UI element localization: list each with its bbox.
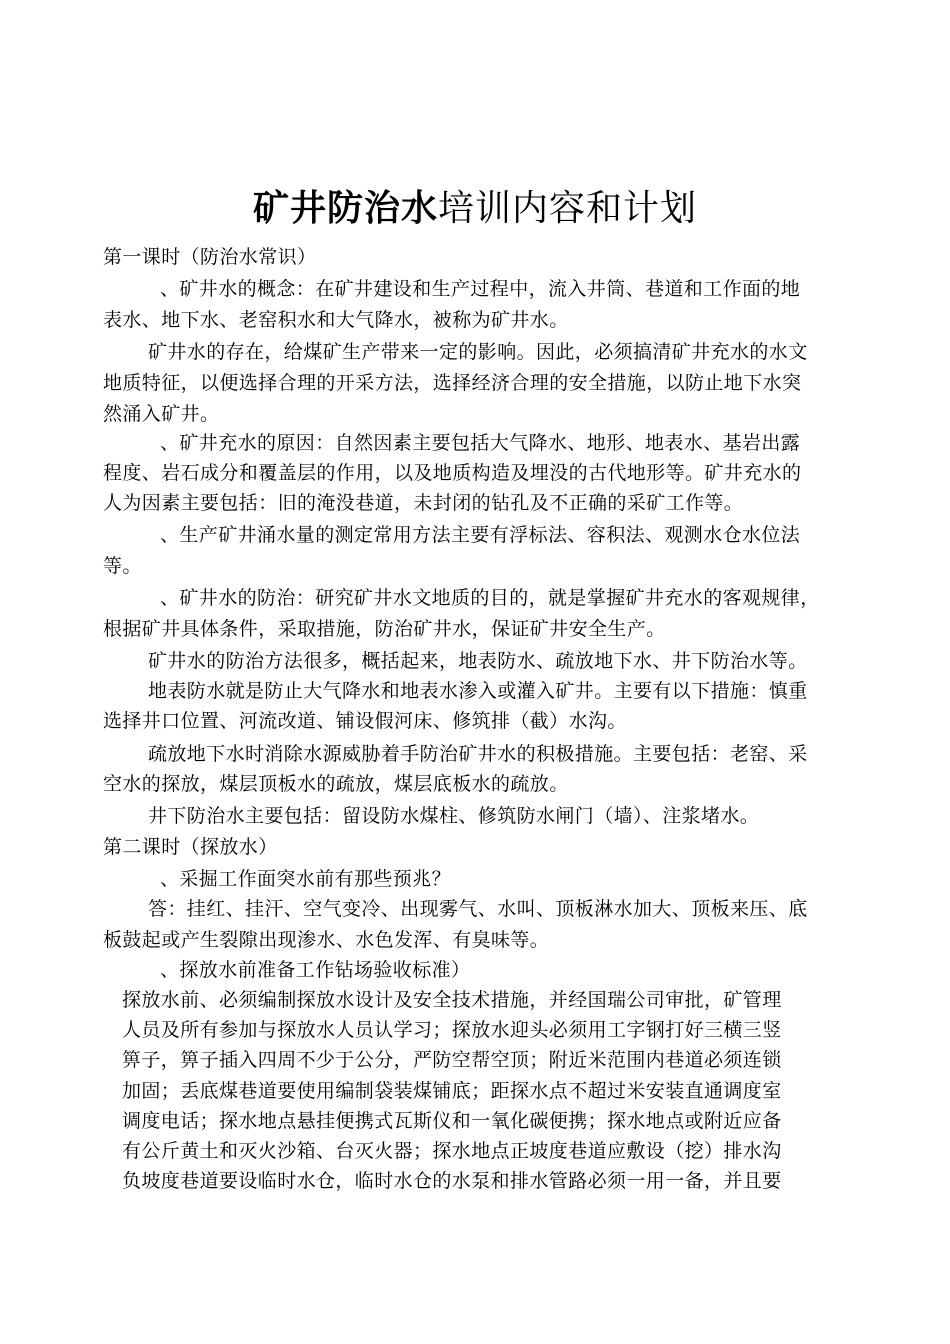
paragraph-line: 加固；丢底煤巷道要使用编制袋装煤铺底；距探水点不超过米安装直通调度室 [122,1080,782,1102]
paragraph-line: 、生产矿井涌水量的测定常用方法主要有浮标法、容积法、观测水仓水位法 [160,524,801,546]
paragraph-line: 探放水前、必须编制探放水设计及安全技术措施，并经国瑞公司审批，矿管理 [122,989,782,1011]
paragraph-line: 、探放水前准备工作钻场验收标准） [160,959,471,981]
paragraph-line: 矿井水的防治方法很多，概括起来，地表防水、疏放地下水、井下防治水等。 [148,650,808,672]
paragraph-line: 负坡度巷道要设临时水仓，临时水仓的水泵和排水管路必须一用一备，并且要 [122,1170,782,1192]
section-heading-1: 第一课时（防治水常识） [103,246,317,268]
paragraph-line: 人员及所有参加与探放水人员认学习；探放水迎头必须用工字钢打好三横三竖 [122,1019,782,1041]
paragraph-line: 有公斤黄土和灭火沙箱、台灭火器；探水地点正坡度巷道应敷设（挖）排水沟 [122,1140,782,1162]
paragraph-line: 井下防治水主要包括：留设防水煤柱、修筑防水闸门（墙）、注浆堵水。 [148,805,760,827]
section-heading-2: 第二课时（探放水） [103,836,278,858]
paragraph-line: 、矿井水的防治：研究矿井水文地质的目的，就是掌握矿井充水的客观规律， [160,587,820,609]
paragraph-line: 程度、岩石成分和覆盖层的作用，以及地质构造及埋没的古代地形等。矿井充水的 [103,462,802,484]
paragraph-line: 等。 [103,555,142,577]
paragraph-line: 、采掘工作面突水前有那些预兆？ [160,868,452,890]
document-title [0,186,950,232]
paragraph-line: 地质特征，以便选择合理的开采方法，选择经济合理的安全措施，以防止地下水突 [103,372,802,394]
paragraph-line: 空水的探放，煤层顶板水的疏放，煤层底板水的疏放。 [103,773,569,795]
paragraph-line: 调度电话；探水地点悬挂便携式瓦斯仪和一氧化碳便携；探水地点或附近应备 [122,1110,782,1132]
paragraph-line: 矿井水的存在，给煤矿生产带来一定的影响。因此，必须搞清矿井充水的水文 [148,341,808,363]
paragraph-line: 答：挂红、挂汗、空气变冷、出现雾气、水叫、顶板淋水加大、顶板来压、底 [148,898,808,920]
paragraph-line: 根据矿井具体条件，采取措施，防治矿井水，保证矿井安全生产。 [103,618,666,640]
title-rest-part: 培训内容和计划 [438,188,698,229]
paragraph-line: 箅子，箅子插入四周不少于公分，严防空帮空顶；附近米范围内巷道必须连锁 [122,1049,782,1071]
paragraph-line: 选择井口位置、河流改道、铺设假河床、修筑排（截）水沟。 [103,710,627,732]
title-bold-part: 矿井防治水 [252,188,438,229]
paragraph-line: 、矿井充水的原因：自然因素主要包括大气降水、地形、地表水、基岩出露 [160,432,801,454]
paragraph-line: 板鼓起或产生裂隙出现渗水、水色发浑、有臭味等。 [103,929,550,951]
paragraph-line: 疏放地下水时消除水源威胁着手防治矿井水的积极措施。主要包括：老窑、采 [148,743,808,765]
paragraph-line: 人为因素主要包括：旧的淹没巷道，未封闭的钻孔及不正确的采矿工作等。 [103,492,744,514]
paragraph-line: 然涌入矿井。 [103,403,220,425]
paragraph-line: 、矿井水的概念：在矿井建设和生产过程中，流入井筒、巷道和工作面的地 [160,278,801,300]
paragraph-line: 表水、地下水、老窑积水和大气降水，被称为矿井水。 [103,309,569,331]
paragraph-line: 地表防水就是防止大气降水和地表水渗入或灌入矿井。主要有以下措施：慎重 [148,680,808,702]
